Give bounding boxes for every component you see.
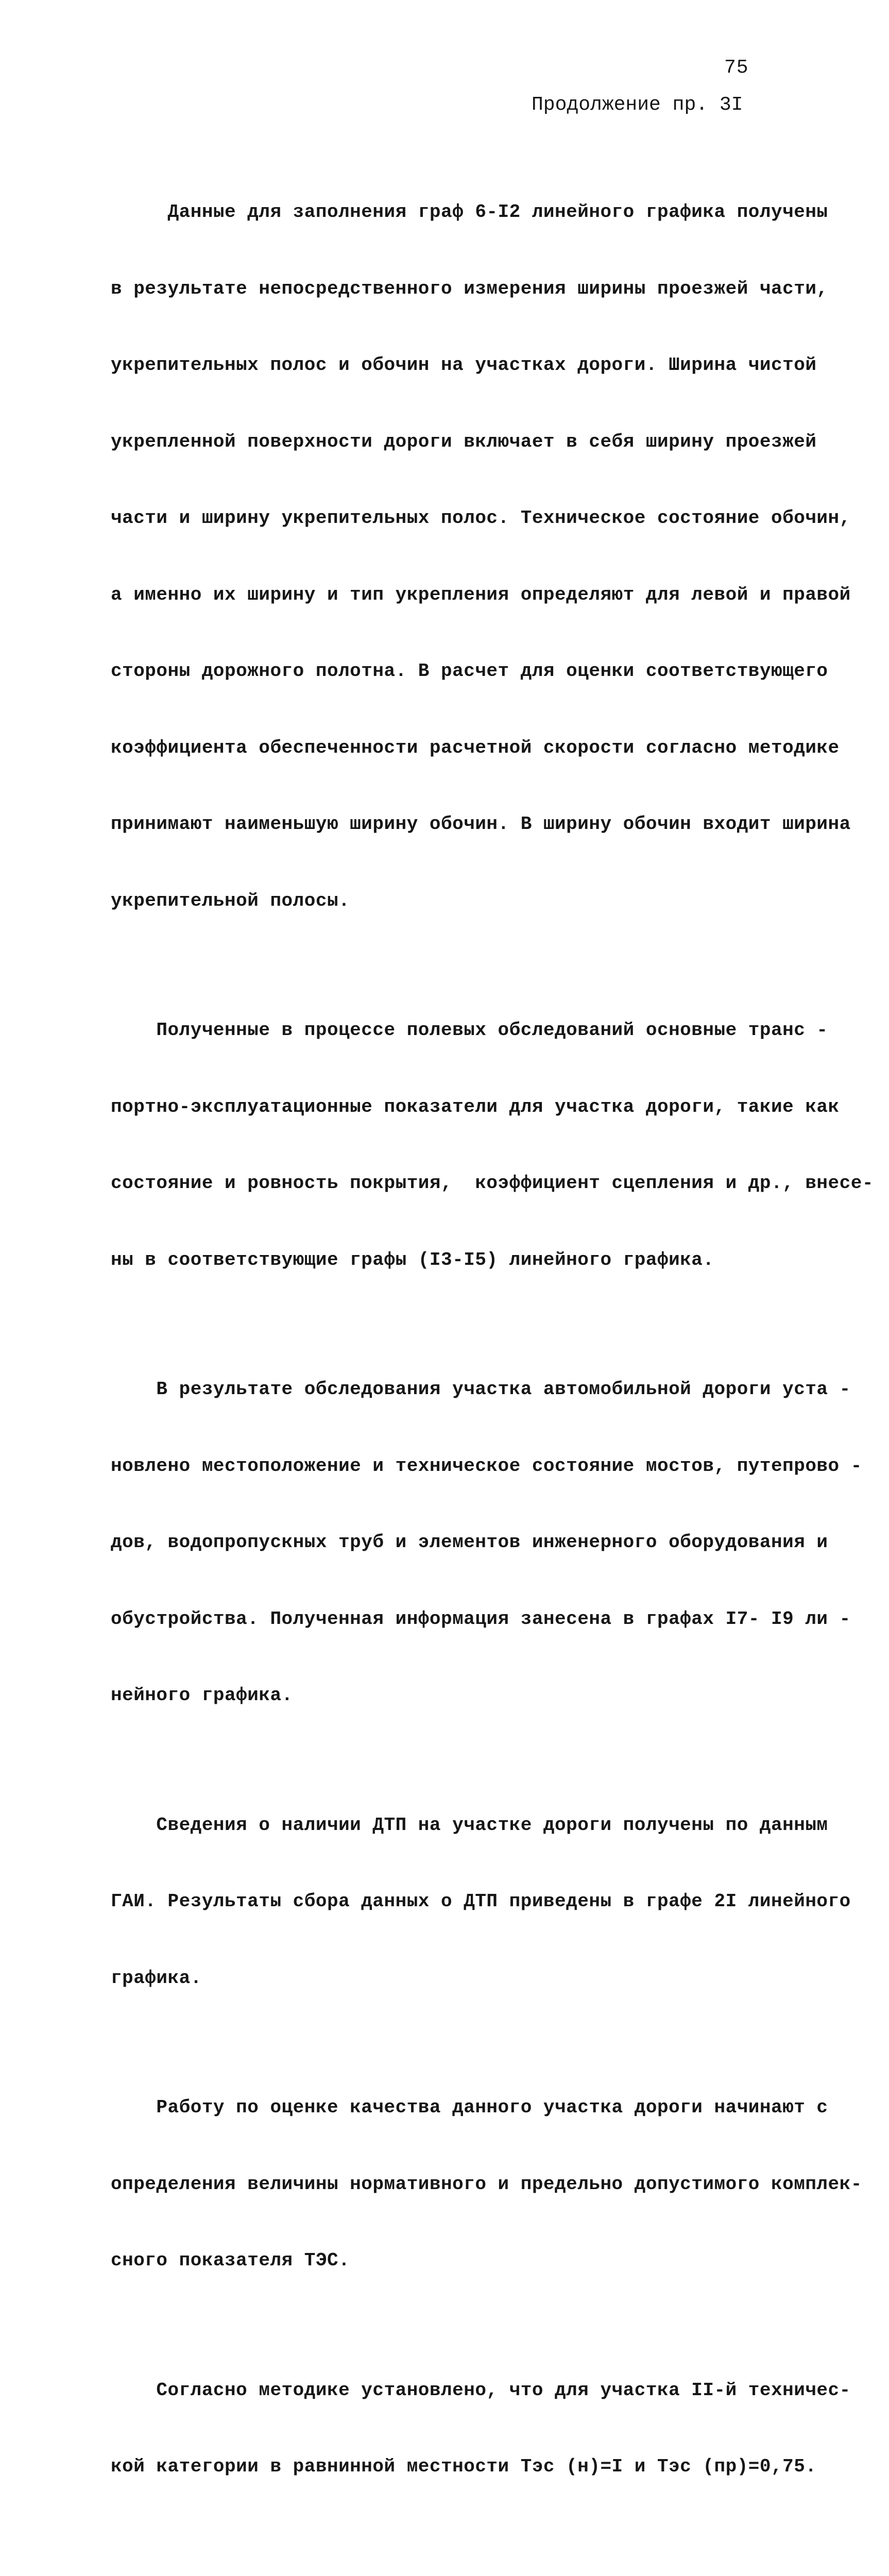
text-line: а именно их ширину и тип укрепления определяют для левой и правой [111,582,796,608]
page-number: 75 [724,57,749,79]
text-line: укрепительной полосы. [111,888,796,914]
text-line: состояние и ровность покрытия, коэффициент сцепления и др., внесе- [111,1171,796,1196]
continuation-header: Продолжение пр. 3I [532,94,743,116]
text-line: ны в соответствующие графы (I3-I5) линейного графика. [111,1247,796,1273]
text-line: в результате непосредственного измерения ширины проезжей части, [111,276,796,302]
text-line: Данные для заполнения граф 6-I2 линейного графика получены [111,199,796,225]
document-body [111,148,796,2576]
paragraph [111,1326,796,1759]
text-line: части и ширину укрепительных полос. Техническое состояние обочин, [111,505,796,531]
text-line: укрепительных полос и обочин на участках дороги. Ширина чистой [111,352,796,378]
paragraph [111,2044,796,2325]
text-line: коэффициента обеспеченности расчетной скорости согласно методике [111,735,796,761]
paragraph [111,2327,796,2531]
text-line: графика. [111,1965,796,1991]
text-line: сного показателя ТЭС. [111,2248,796,2274]
text-line: Работу по оценке качества данного участка дороги начинают с [111,2095,796,2121]
text-line: портно-эксплуатационные показатели для участка дороги, такие как [111,1094,796,1120]
text-line: стороны дорожного полотна. В расчет для оценки соответствующего [111,658,796,684]
text-line: кой категории в равнинной местности Тэс (н)=I и Тэс (пр)=0,75. [111,2454,796,2480]
text-line: укрепленной поверхности дороги включает в себя ширину проезжей [111,429,796,455]
text-line: новлено местоположение и техническое состояние мостов, путепрово - [111,1453,796,1479]
text-line: Сведения о наличии ДТП на участке дороги получены по данным [111,1812,796,1838]
paragraph [111,148,796,964]
text-line: определения величины нормативного и предельно допустимого комплек- [111,2172,796,2197]
text-line: ГАИ. Результаты сбора данных о ДТП приведены в графе 2I линейного [111,1889,796,1914]
text-line: Согласно методике установлено, что для участка II-й техничес- [111,2378,796,2403]
text-line: В результате обследования участка автомобильной дороги уста - [111,1377,796,1402]
text-line: Полученные в процессе полевых обследований основные транс - [111,1018,796,1043]
text-line: обустройства. Полученная информация занесена в графах I7- I9 ли - [111,1606,796,1632]
paragraph [111,967,796,1324]
text-line: принимают наименьшую ширину обочин. В ширину обочин входит ширина [111,811,796,837]
paragraph [111,2533,796,2576]
text-line: дов, водопропускных труб и элементов инженерного оборудования и [111,1530,796,1555]
paragraph [111,1761,796,2042]
text-line: нейного графика. [111,1683,796,1708]
